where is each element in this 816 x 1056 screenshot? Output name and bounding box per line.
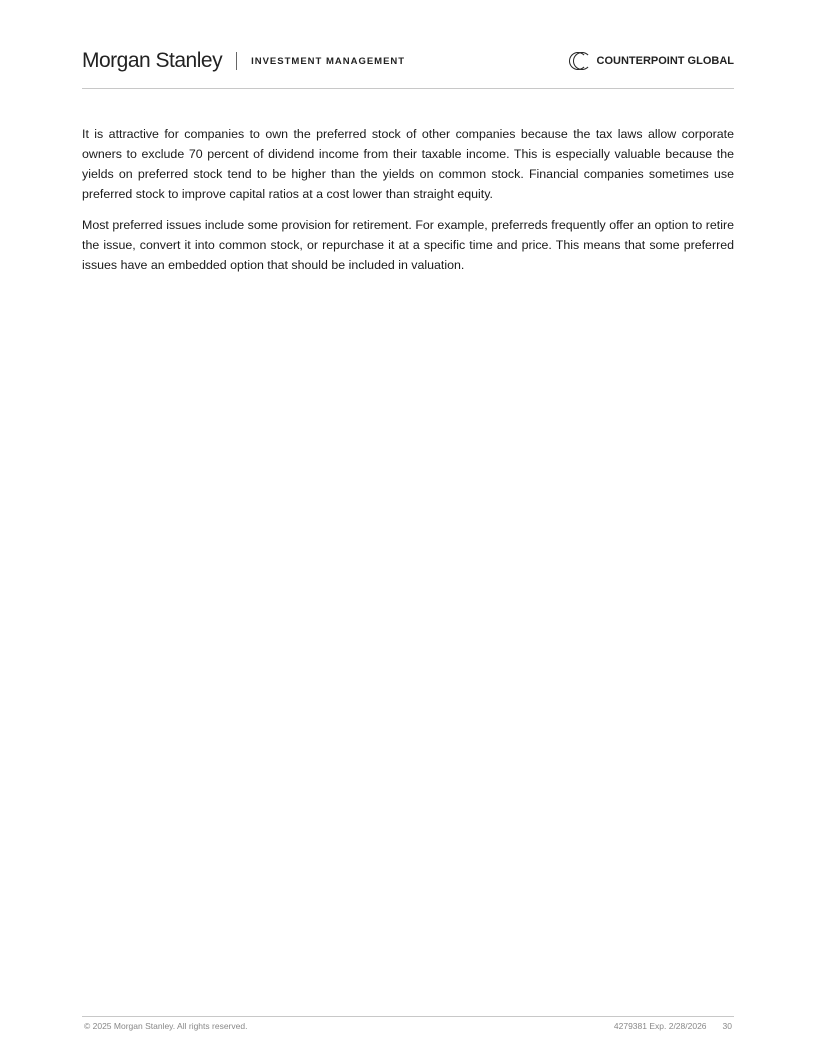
paragraph: It is attractive for companies to own the preferred stock of other companies because the tax laws allow corporate owners to exclude 70 percent of dividend income from their taxable income. This is especially valuable because the yields on preferred stock tend to be higher than the yields on common stock. Financial companies sometimes use preferred stock to improve capital ratios at a cost lower than straight equity.	[82, 127, 734, 201]
header-rule	[82, 88, 734, 89]
page-header	[82, 48, 734, 74]
counterpoint-global-logo	[569, 51, 735, 71]
document-id: 4279381 Exp. 2/28/2026	[613, 1021, 707, 1031]
header-divider	[236, 52, 237, 70]
body-text	[82, 124, 734, 286]
copyright: © 2025 Morgan Stanley. All rights reserved.	[84, 1021, 248, 1031]
page-number: 30	[722, 1021, 732, 1031]
paragraph: Most preferred issues include some provision for retirement. For example, preferreds frequently offer an option to retire the issue, convert it into common stock, or repurchase it at a specific time and price. This means that some preferred issues have an embedded option that should be included in valuation.	[82, 218, 734, 272]
counterpoint-logo-icon	[569, 51, 591, 71]
division-label: INVESTMENT MANAGEMENT	[251, 55, 406, 67]
partner-label: COUNTERPOINT GLOBAL	[596, 55, 734, 67]
page-footer	[84, 1021, 732, 1031]
footer-rule	[82, 1016, 734, 1017]
morgan-stanley-logo: Morgan Stanley	[82, 49, 223, 72]
